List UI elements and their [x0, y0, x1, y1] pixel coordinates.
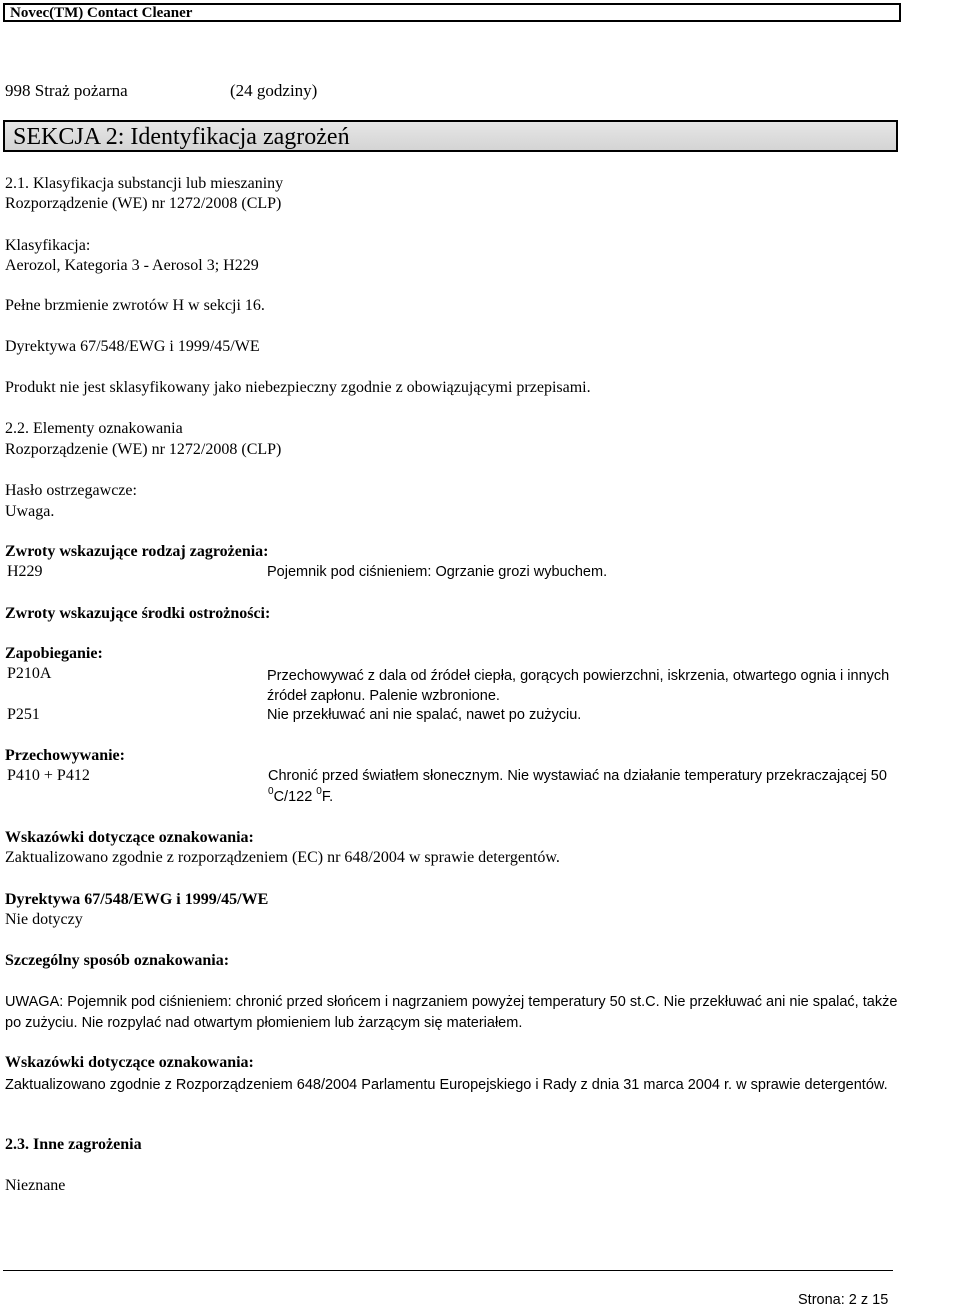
section-title: SEKCJA 2: Identyfikacja zagrożeń [3, 120, 898, 152]
s21-heading: 2.1. Klasyfikacja substancji lub mieszaniny [5, 175, 284, 192]
page-number: Strona: 2 z 15 [798, 1292, 889, 1308]
footer-divider [3, 1270, 893, 1271]
special-labelling-text: UWAGA: Pojemnik pod ciśnieniem: chronić przed słońcem i nagrzaniem powyżej temperatury 50 st.C. Nie przekłuwać ani nie spalać, także po zużyciu. Nie rozpylać nad otwartym płomieniem lub żarzącym się materiałem. [5, 994, 898, 1031]
degree-sup-2: 0 [316, 786, 322, 797]
p410-text-line2 [268, 786, 334, 805]
p210-code: P210A [7, 665, 52, 682]
s21-directive: Dyrektywa 67/548/EWG i 1999/45/WE [5, 338, 260, 355]
signal-word-label: Hasło ostrzegawcze: [5, 482, 137, 499]
hazard-statements-label: Zwroty wskazujące rodzaj zagrożenia: [5, 543, 269, 560]
p410-text-line1: Chronić przed światłem słonecznym. Nie wystawiać na działanie temperatury przekraczającej 50 [268, 768, 887, 784]
p210-text: Przechowywać z dala od źródeł ciepła, gorących powierzchni, iskrzenia, otwartego ognia i innych źródeł zapłonu. Palenie wzbronione. [267, 668, 890, 704]
s21-regulation: Rozporządzenie (WE) nr 1272/2008 (CLP) [5, 195, 282, 212]
classification-label: Klasyfikacja: [5, 237, 91, 254]
s22-directive-text: Nie dotyczy [5, 911, 83, 928]
hazard-text: Pojemnik pod ciśnieniem: Ogrzanie grozi wybuchem. [267, 564, 608, 580]
classification-value: Aerozol, Kategoria 3 - Aerosol 3; H229 [5, 257, 259, 274]
p410-temp-f: F. [321, 789, 334, 805]
p251-code: P251 [7, 706, 40, 723]
labelling-label: Wskazówki dotyczące oznakowania: [5, 829, 254, 846]
labelling2-text: Zaktualizowano zgodnie z Rozporządzeniem 648/2004 Parlamentu Europejskiego i Rady z dnia 31 marca 2004 r. w sprawie detergentów. [5, 1077, 888, 1093]
p410-temp-c: C/122 [273, 789, 317, 805]
signal-word-value: Uwaga. [5, 503, 55, 520]
s22-directive: Dyrektywa 67/548/EWG i 1999/45/WE [5, 891, 269, 908]
emergency-hours: (24 godziny) [230, 81, 318, 100]
precaution-statements-label: Zwroty wskazujące środki ostrożności: [5, 605, 271, 622]
s22-heading: 2.2. Elementy oznakowania [5, 420, 183, 437]
full-text-note: Pełne brzmienie zwrotów H w sekcji 16. [5, 297, 265, 314]
storage-label: Przechowywanie: [5, 747, 125, 764]
s23-heading: 2.3. Inne zagrożenia [5, 1136, 142, 1153]
p251-text: Nie przekłuwać ani nie spalać, nawet po zużyciu. [267, 707, 582, 723]
degree-sup-1: 0 [268, 786, 274, 797]
p410-code: P410 + P412 [7, 767, 90, 784]
emergency-number: 998 Straż pożarna [5, 81, 128, 100]
hazard-code: H229 [7, 563, 43, 580]
s23-text: Nieznane [5, 1177, 66, 1194]
labelling2-label: Wskazówki dotyczące oznakowania: [5, 1054, 254, 1071]
special-labelling-label: Szczególny sposób oznakowania: [5, 952, 230, 969]
prevention-label: Zapobieganie: [5, 645, 103, 662]
s22-regulation: Rozporządzenie (WE) nr 1272/2008 (CLP) [5, 441, 282, 458]
document-header: Novec(TM) Contact Cleaner [3, 3, 901, 22]
labelling-text: Zaktualizowano zgodnie z rozporządzeniem (EC) nr 648/2004 w sprawie detergentów. [5, 849, 560, 866]
s21-directive-text: Produkt nie jest sklasyfikowany jako niebezpieczny zgodnie z obowiązującymi przepisami. [5, 379, 591, 396]
